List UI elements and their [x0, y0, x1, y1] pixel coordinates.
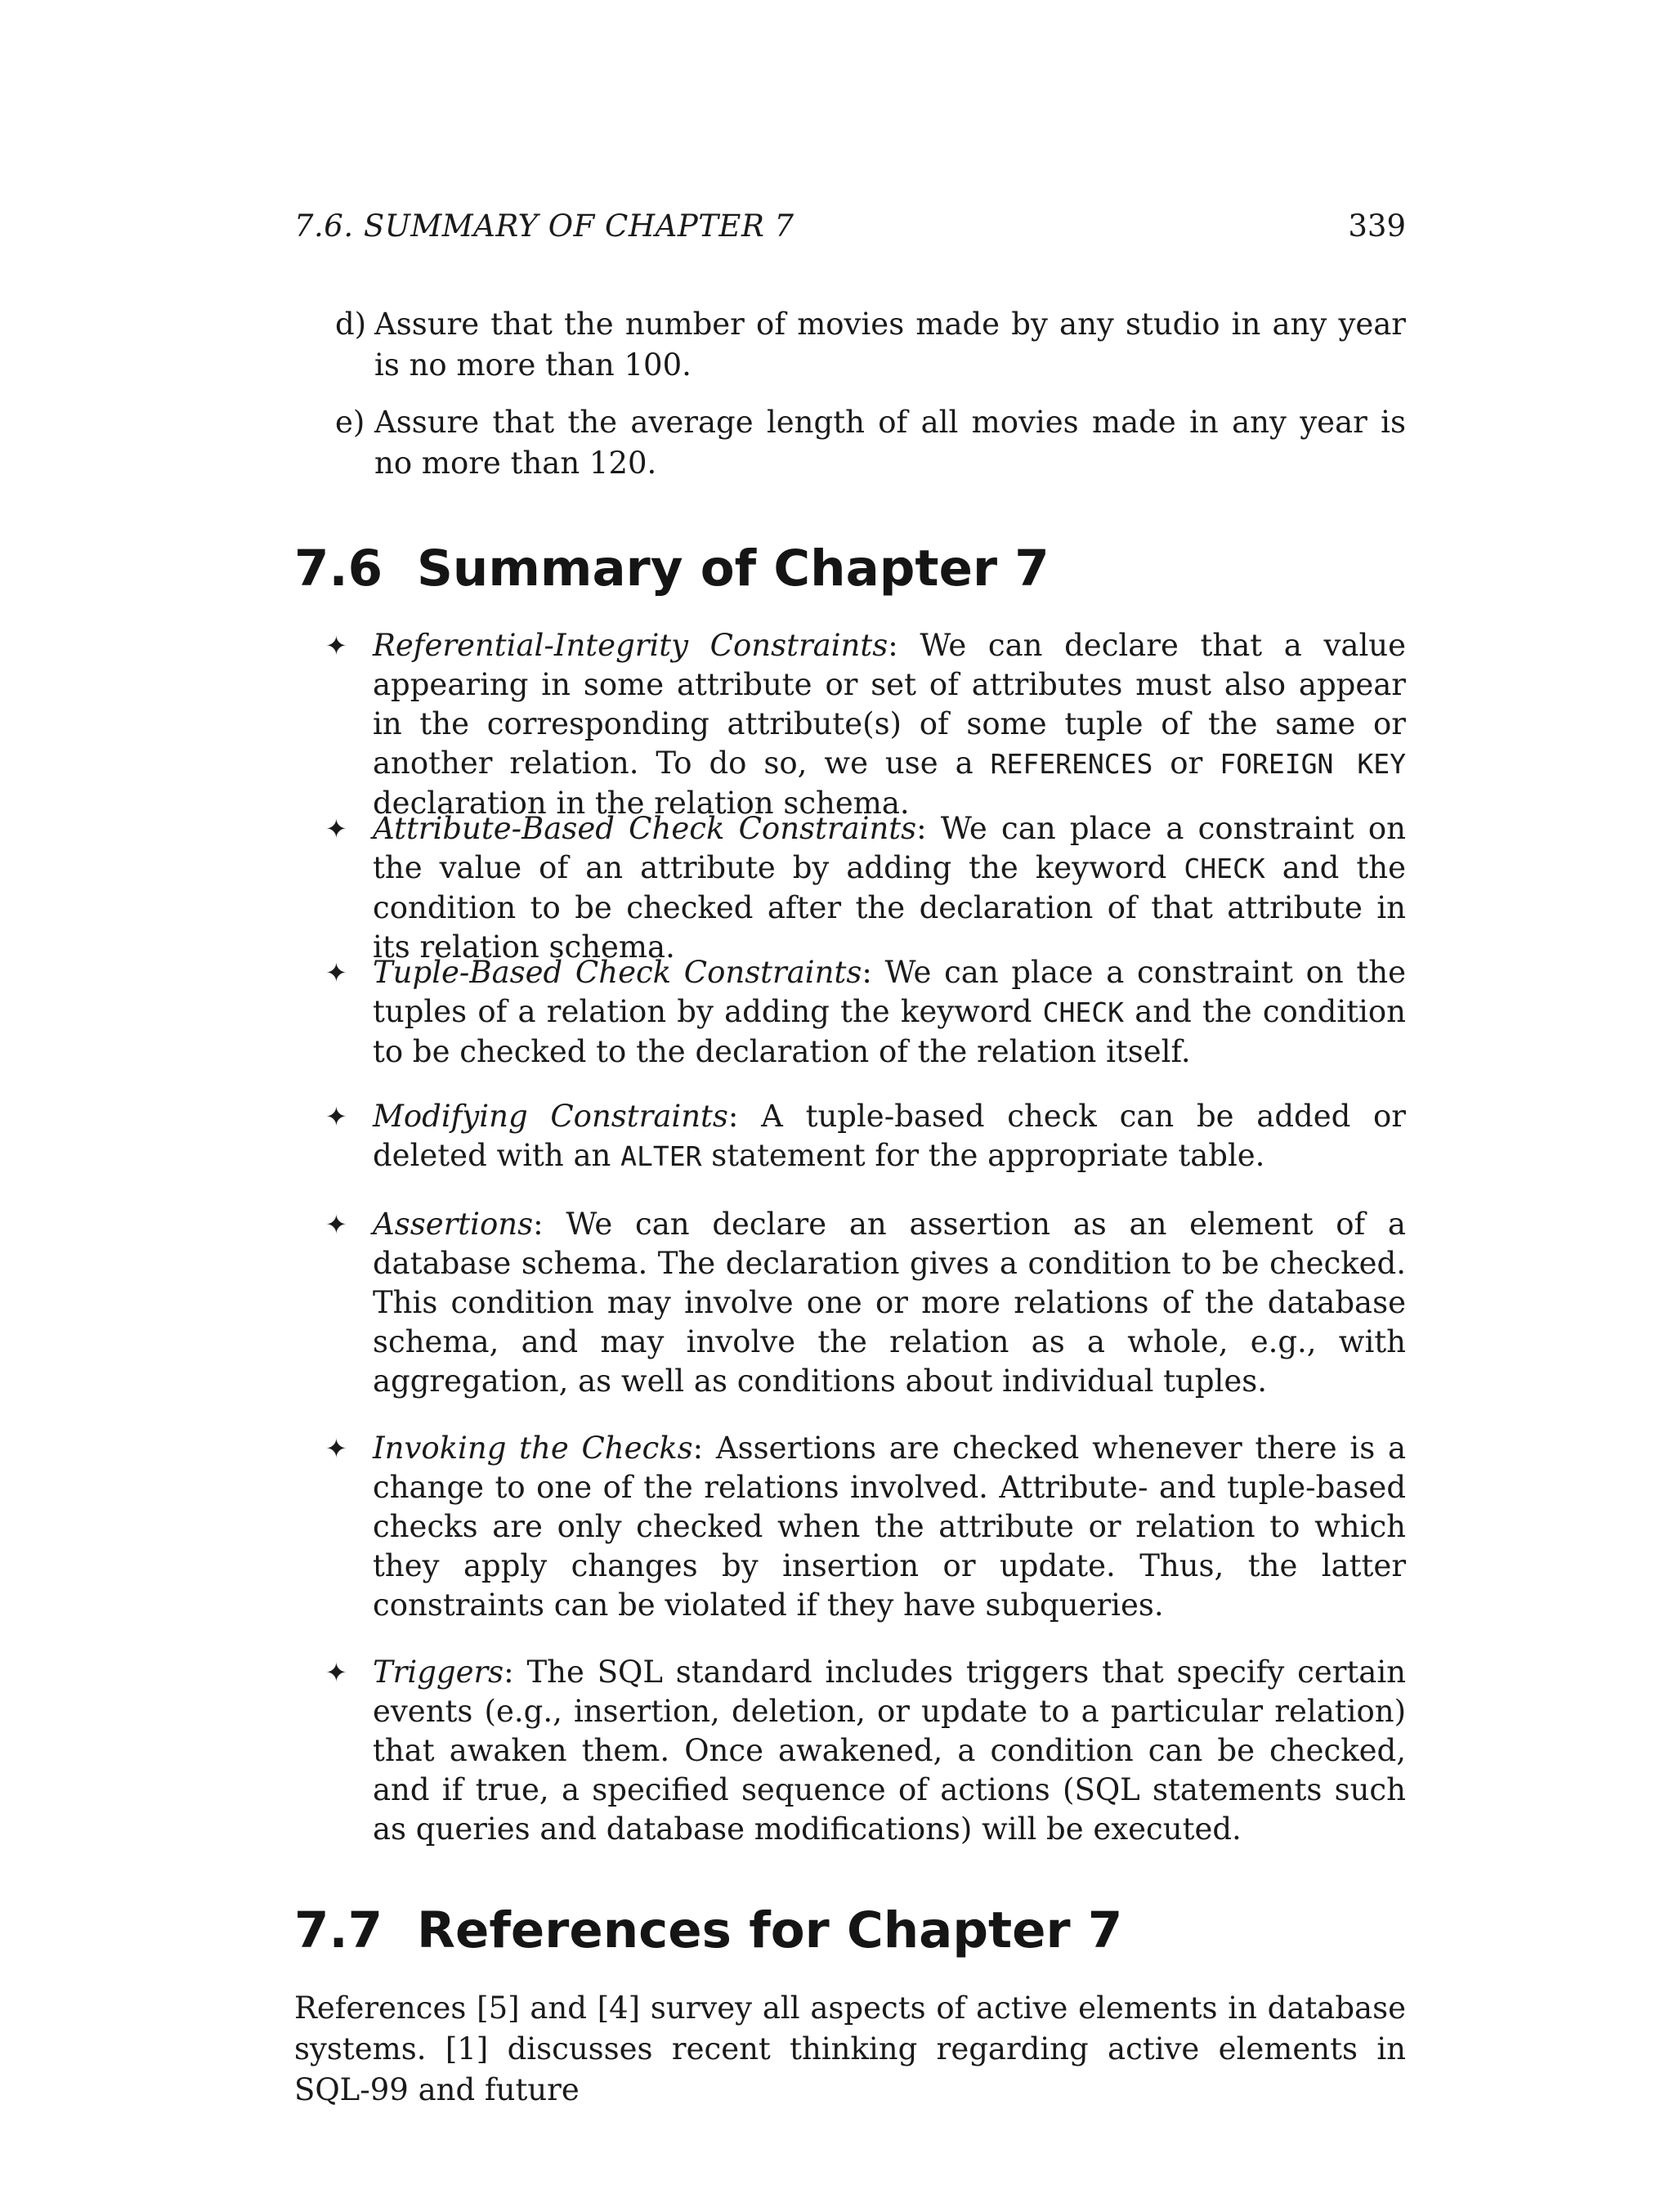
four-point-star-bullet-icon: ✦ — [325, 957, 347, 988]
bullet-term: Tuple-Based Check Constraints — [373, 955, 862, 990]
summary-bullet-referential-integrity — [325, 626, 1406, 823]
bullet-term: Invoking the Checks — [373, 1431, 693, 1466]
bullet-body: Triggers: The SQL standard includes triggers that specify certain events (e.g., insertion, deletion, or update to a particular relation) that awaken them. Once awakened, a condition can be checked, and if true, a specified sequence of actions (SQL statements such as queries and database modifications) will be executed. — [373, 1655, 1406, 1847]
bullet-body: Modifying Constraints: A tuple-based check can be added or deleted with an ALTER statement for the appropriate table. — [373, 1099, 1406, 1173]
section-heading-7-6 — [294, 536, 1439, 602]
bullet-text: The SQL standard includes triggers that specify certain events (e.g., insertion, deletion, or update to a particular relation) that awaken them. Once awakened, a condition can be checked, and if true, a specified sequence of actions (SQL statements such as queries and database modifications) will be executed. — [373, 1655, 1406, 1847]
item-text: Assure that the number of movies made by any studio in any year is no more than 100. — [374, 307, 1406, 383]
bullet-text: Assertions are checked whenever there is a change to one of the relations involved. Attribute- and tuple-based checks are only checked when the attribute or relation to which they apply changes by insertion or update. Thus, the latter constraints can be violated if they have subqueries. — [373, 1431, 1406, 1623]
summary-bullet-triggers — [325, 1653, 1406, 1849]
section-heading-7-7 — [294, 1898, 1439, 1963]
page-number: 339 — [1348, 208, 1406, 244]
code-keyword: CHECK — [1042, 996, 1124, 1028]
code-keyword: REFERENCES — [990, 748, 1153, 780]
summary-bullet-tuple-based-check — [325, 953, 1406, 1072]
bullet-text: We can place a constraint on the value of an attribute by adding the keyword — [373, 811, 1407, 885]
bullet-text: We can declare an assertion as an element of a database schema. The declaration gives a condition to be checked. This condition may involve one or more relations of the database schema, and may involve the relation as a whole, e.g., with aggregation, as well as conditions about individual tuples. — [373, 1207, 1406, 1399]
four-point-star-bullet-icon: ✦ — [325, 1657, 347, 1688]
code-keyword: ALTER — [620, 1140, 702, 1172]
summary-bullet-invoking-the-checks — [325, 1429, 1406, 1625]
bullet-text: or — [1170, 746, 1203, 781]
item-text: Assure that the average length of all movies made in any year is no more than 120. — [374, 405, 1406, 481]
bullet-text: and the condition to be checked to the declaration of the relation itself. — [373, 994, 1406, 1069]
section-title: Summary of Chapter 7 — [417, 540, 1050, 598]
section-title: References for Chapter 7 — [417, 1901, 1123, 1959]
code-keyword: CHECK — [1184, 853, 1265, 884]
four-point-star-bullet-icon: ✦ — [325, 1101, 347, 1132]
bullet-body: Invoking the Checks: Assertions are checked whenever there is a change to one of the relations involved. Attribute- and tuple-based checks are only checked when the attribute or relation to which they apply changes by insertion or update. Thus, the latter constraints can be violated if they have subqueries. — [373, 1431, 1406, 1623]
running-title: 7.6. SUMMARY OF CHAPTER 7 — [294, 208, 794, 244]
bullet-term: Referential-Integrity Constraints — [373, 628, 888, 663]
summary-bullet-attribute-based-check — [325, 809, 1406, 967]
running-header — [294, 206, 1406, 247]
code-keyword: FOREIGN KEY — [1220, 748, 1406, 780]
exercise-item-e — [335, 402, 1406, 484]
bullet-text: and the condition to be checked after the declaration of that attribute in its relation schema. — [373, 850, 1407, 965]
summary-bullet-assertions — [325, 1205, 1406, 1401]
bullet-term: Attribute-Based Check Constraints — [373, 811, 917, 846]
bullet-term: Modifying Constraints — [373, 1099, 728, 1134]
bullet-text: declaration in the relation schema. — [373, 786, 910, 821]
section-number: 7.7 — [294, 1901, 383, 1959]
bullet-text: statement for the appropriate table. — [711, 1138, 1265, 1173]
bullet-term: Triggers — [373, 1655, 504, 1690]
four-point-star-bullet-icon: ✦ — [325, 813, 347, 844]
bullet-body: Attribute-Based Check Constraints: We can place a constraint on the value of an attribute by adding the keyword CHECK and the condition to be checked after the declaration of that attribute in its relation schema. — [373, 811, 1407, 965]
bullet-text: We can place a constraint on the tuples of a relation by adding the keyword — [373, 955, 1406, 1029]
four-point-star-bullet-icon: ✦ — [325, 630, 347, 661]
references-paragraph: References [5] and [4] survey all aspects of active elements in database systems. [1] discusses recent thinking regarding active elements in SQL-99 and future — [294, 1990, 1406, 2107]
bullet-text: A tuple-based check can be added or deleted with an — [373, 1099, 1406, 1173]
bullet-body: Referential-Integrity Constraints: We can declare that a value appearing in some attribute or set of attributes must also appear in the corresponding attribute(s) of some tuple of the same or another relation. To do so, we use a REFERENCES or FOREIGN KEY declaration in the relation schema. — [373, 628, 1407, 821]
bullet-text: We can declare that a value appearing in some attribute or set of attributes must also appear in the corresponding attribute(s) of some tuple of the same or another relation. To do so, we use a — [373, 628, 1407, 781]
four-point-star-bullet-icon: ✦ — [325, 1433, 347, 1464]
bullet-term: Assertions — [373, 1207, 534, 1242]
four-point-star-bullet-icon: ✦ — [325, 1209, 347, 1240]
summary-bullet-modifying-constraints — [325, 1097, 1406, 1176]
bullet-body: Tuple-Based Check Constraints: We can place a constraint on the tuples of a relation by adding the keyword CHECK and the condition to be checked to the declaration of the relation itself. — [373, 955, 1406, 1069]
item-label: d) — [335, 307, 367, 342]
bullet-body: Assertions: We can declare an assertion as an element of a database schema. The declaration gives a condition to be checked. This condition may involve one or more relations of the database schema, and may involve the relation as a whole, e.g., with aggregation, as well as conditions about individual tuples. — [373, 1207, 1406, 1399]
section-number: 7.6 — [294, 540, 383, 598]
item-label: e) — [335, 405, 365, 440]
exercise-item-d — [335, 304, 1406, 386]
